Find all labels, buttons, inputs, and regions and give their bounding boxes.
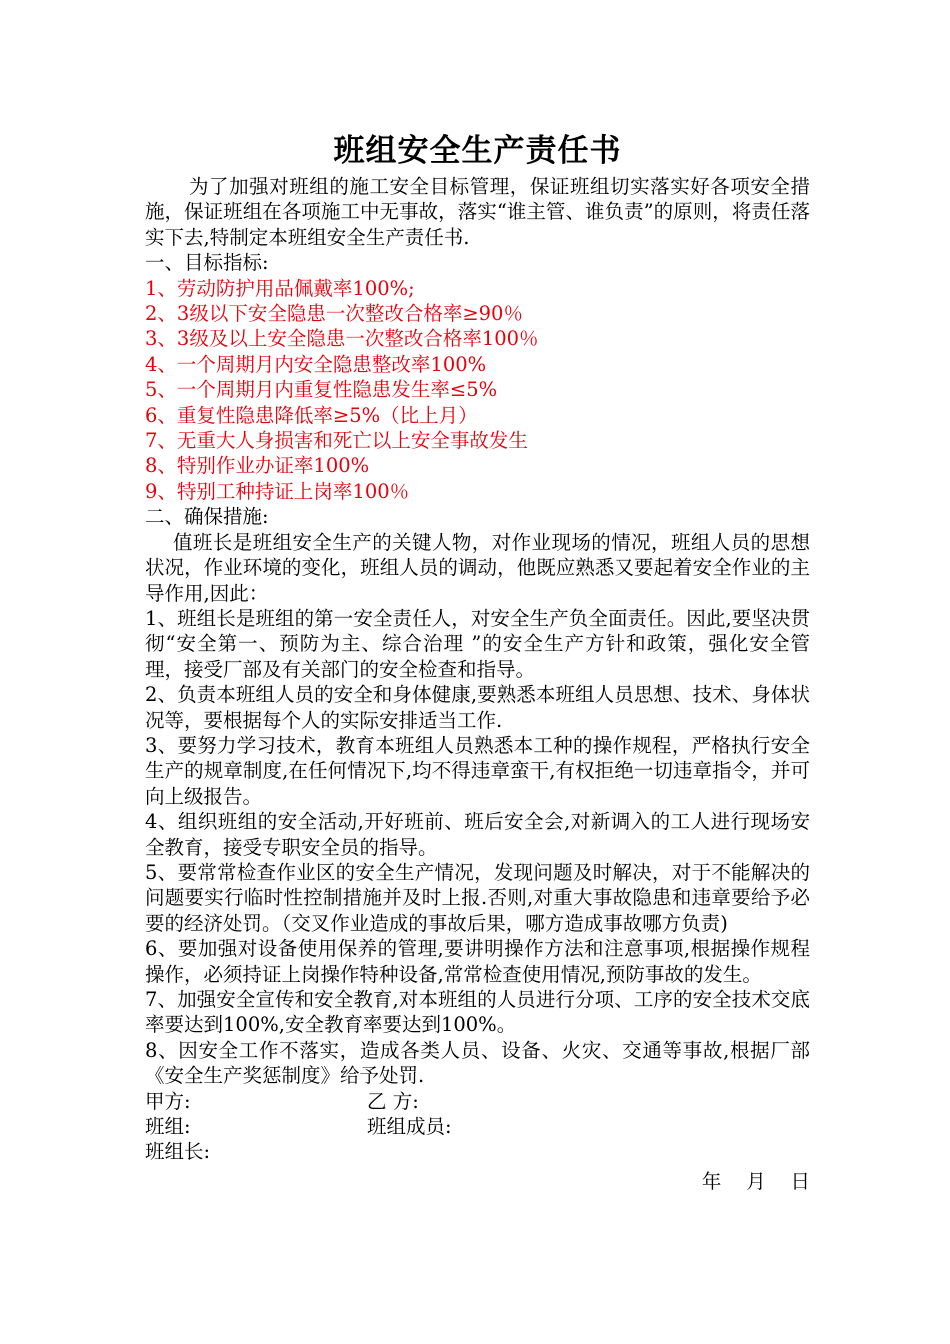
target-item: 2、3级以下安全隐患一次整改合格率≥90％ (145, 302, 523, 326)
target-item: 3、3级及以上安全隐患一次整改合格率100％ (145, 327, 539, 351)
target-item: 9、特别工种持证上岗率100％ (145, 479, 410, 503)
party-b-label: 乙 方: (367, 1089, 419, 1113)
signature-row-parties (145, 1089, 810, 1114)
document-title: 班组安全生产责任书 (333, 133, 622, 169)
target-item: 4、一个周期月内安全隐患整改率100% (145, 352, 487, 376)
target-item: 1、劳动防护用品佩戴率100%; (145, 276, 415, 300)
measures-intro: 值班长是班组安全生产的关键人物，对作业现场的情况，班组人员的思想状况，作业环境的变化，班组人员的调动，他既应熟悉又要起着安全作业的主导作用,因此： (145, 530, 810, 605)
document-page (145, 128, 810, 1194)
measure-item: 2、负责本班组人员的安全和身体健康,要熟悉本班组人员思想、技术、身体状况等，要根据每个人的实际安排适当工作. (145, 683, 810, 732)
measure-item: 6、要加强对设备使用保养的管理,要讲明操作方法和注意事项,根据操作规程操作，必须持证上岗操作特种设备,常常检查使用情况,预防事故的发生。 (145, 937, 810, 986)
measure-item: 5、要常常检查作业区的安全生产情况，发现问题及时解决，对于不能解决的问题要实行临时性控制措施并及时上报.否则,对重大事故隐患和违章要给予必要的经济处罚。（交叉作业造成的事故后果，哪方造成事故哪方负责) (145, 860, 810, 935)
target-list (145, 276, 810, 505)
measure-item: 1、班组长是班组的第一安全责任人，对安全生产负全面责任。因此,要坚决贯彻“安全第一、预防为主、综合治理 ”的安全生产方针和政策，强化安全管理，接受厂部及有关部门的安全检查和指导。 (145, 606, 810, 681)
team-label: 班组: (145, 1115, 191, 1139)
section-heading-targets: 一、目标指标: (145, 251, 269, 275)
measure-list (145, 606, 810, 1089)
measure-item: 8、因安全工作不落实，造成各类人员、设备、火灾、交通等事故,根据厂部《安全生产奖惩制度》给予处罚. (145, 1038, 810, 1088)
measure-item: 7、加强安全宣传和安全教育,对本班组的人员进行分项、工序的安全技术交底率要达到100%,安全教育率要达到100%。 (145, 988, 810, 1037)
team-members-label: 班组成员: (367, 1115, 452, 1139)
measure-item: 3、要努力学习技术，教育本班组人员熟悉本工种的操作规程，严格执行安全生产的规章制度,在任何情况下,均不得违章蛮干,有权拒绝一切违章指令，并可向上级报告。 (145, 733, 810, 808)
team-leader-label: 班组长: (145, 1140, 211, 1164)
party-a-label: 甲方: (145, 1089, 191, 1113)
measure-item: 4、组织班组的安全活动,开好班前、班后安全会,对新调入的工人进行现场安全教育，接受专职安全员的指导。 (145, 810, 810, 859)
target-item: 7、无重大人身损害和死亡以上安全事故发生 (145, 429, 528, 453)
signature-block (145, 1089, 810, 1195)
date-line: 年 月 日 (701, 1169, 810, 1193)
target-item: 5、一个周期月内重复性隐患发生率≤5% (145, 378, 498, 402)
signature-row-leader (145, 1139, 810, 1164)
target-item: 6、重复性隐患降低率≥5%（比上月） (145, 403, 478, 427)
section-heading-measures: 二、确保措施: (145, 505, 269, 529)
signature-row-team (145, 1114, 810, 1139)
target-item: 8、特别作业办证率100% (145, 454, 370, 478)
intro-paragraph: 为了加强对班组的施工安全目标管理，保证班组切实落实好各项安全措施，保证班组在各项施工中无事故，落实“谁主管、谁负责”的原则，将责任落实下去,特制定本班组安全生产责任书. (145, 175, 810, 249)
